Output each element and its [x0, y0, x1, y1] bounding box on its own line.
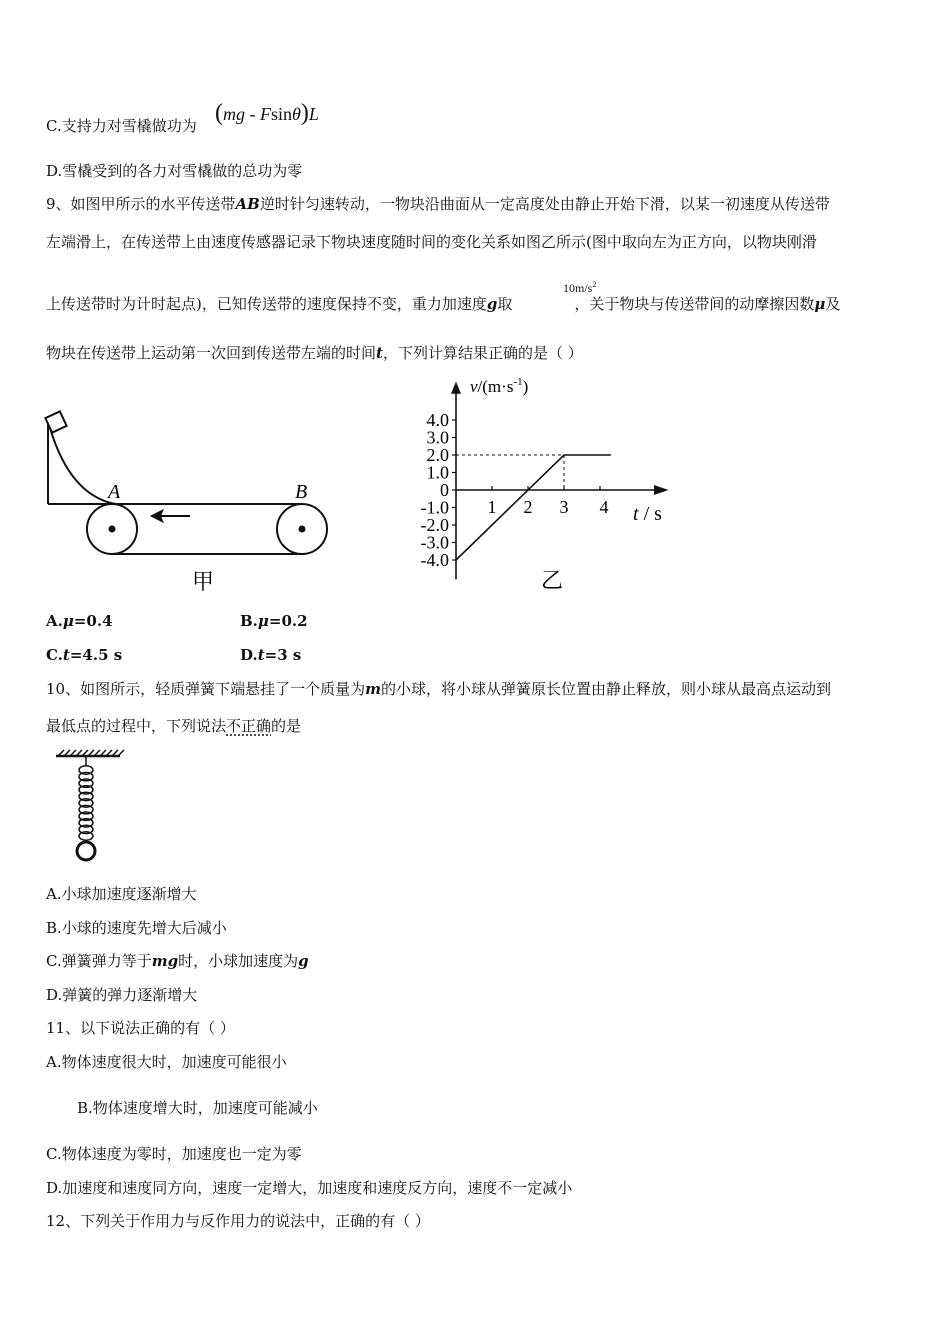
- y-tick-label: 4.0: [426, 410, 449, 430]
- caption-yi: 乙: [541, 568, 564, 593]
- y-tick-label: 2.0: [426, 445, 449, 465]
- q11-option-a[interactable]: A.物体速度很大时，加速度可能很小: [46, 1053, 287, 1071]
- q10-option-c[interactable]: C.弹簧弹力等于mg时，小球加速度为g: [46, 952, 309, 970]
- label-a: A: [108, 481, 121, 503]
- q9-stem-line1: 9、如图甲所示的水平传送带AB逆时针匀速转动，一物块沿曲面从一定高度处由静止开始下滑，以某一初速度从传送带: [46, 195, 830, 213]
- ball: [77, 842, 95, 860]
- q8-option-c: C.支持力对雪橇做功为: [46, 117, 197, 135]
- q8-option-c-formula: (mg - Fsinθ)L: [215, 100, 319, 126]
- q9-stem-line3: 上传送带时为计时起点)，已知传送带的速度保持不变，重力加速度g取 ，关于物块与传送带间的动摩擦因数μ及: [46, 295, 841, 313]
- y-tick-label: -1.0: [420, 497, 449, 518]
- y-tick-label: -4.0: [420, 550, 449, 570]
- q9-g-value: $10m/s^2$: [563, 280, 597, 295]
- pulley-right-axle: [299, 526, 306, 533]
- x-tick-label: 3: [559, 497, 569, 517]
- q11-option-b[interactable]: B.物体速度增大时，加速度可能减小: [77, 1099, 318, 1117]
- y-axis-label: $v/(m\cdot s^{-1})$: [470, 376, 529, 396]
- q9-option-a[interactable]: A.μ=0.4: [46, 612, 113, 630]
- x-tick-label: 1: [487, 497, 497, 517]
- x-tick-label: 4: [599, 497, 609, 517]
- q9-option-d[interactable]: D.t=3 s: [240, 646, 302, 664]
- q9-stem-line2: 左端滑上，在传送带上由速度传感器记录下物块速度随时间的变化关系如图乙所示(图中取向左为正方向，以物块刚滑: [46, 233, 817, 251]
- q11-option-c[interactable]: C.物体速度为零时，加速度也一定为零: [46, 1145, 302, 1163]
- emphasis-not-correct: 不正确: [226, 717, 272, 735]
- q10-option-b[interactable]: B.小球的速度先增大后减小: [46, 919, 227, 937]
- figure-spring: [50, 748, 130, 868]
- slope-curve: [50, 428, 115, 504]
- q11-stem: 11、以下说法正确的有（ ）: [46, 1019, 235, 1037]
- x-axis-label: t / s: [633, 503, 662, 525]
- figure-jia: [40, 400, 340, 600]
- q10-stem-line1: 10、如图所示，轻质弹簧下端悬挂了一个质量为m的小球，将小球从弹簧原长位置由静止释放，则小球从最高点运动到: [46, 680, 831, 698]
- x-tick-label: 2: [523, 497, 533, 517]
- q9-option-b[interactable]: B.μ=0.2: [240, 612, 308, 630]
- y-tick-label: 0: [440, 480, 449, 500]
- label-b: B: [295, 481, 308, 503]
- q8-option-d: D.雪橇受到的各力对雪橇做的总功为零: [46, 162, 303, 180]
- y-tick-label: -3.0: [420, 532, 449, 553]
- q9-stem-line4: 物块在传送带上运动第一次回到传送带左端的时间t，下列计算结果正确的是（ ）: [46, 344, 583, 362]
- spring-coils: [79, 766, 93, 840]
- figure-yi-chart: [405, 370, 685, 600]
- y-axis-arrow: [451, 382, 461, 394]
- x-axis-arrow: [654, 485, 668, 495]
- q11-option-d[interactable]: D.加速度和速度同方向，速度一定增大，加速度和速度反方向，速度不一定减小: [46, 1179, 573, 1197]
- q9-option-c[interactable]: C.t=4.5 s: [46, 646, 123, 664]
- y-tick-label: 3.0: [426, 427, 449, 448]
- q12-stem: 12、下列关于作用力与反作用力的说法中，正确的有（ ）: [46, 1212, 430, 1230]
- caption-jia: 甲: [192, 569, 215, 594]
- q10-stem-line2: 最低点的过程中，下列说法不正确的是: [46, 717, 302, 735]
- y-tick-label: 1.0: [426, 462, 449, 483]
- direction-arrow: [152, 511, 190, 521]
- q10-option-a[interactable]: A.小球加速度逐渐增大: [46, 885, 197, 903]
- q10-option-d[interactable]: D.弹簧的弹力逐渐增大: [46, 986, 198, 1004]
- pulley-left-axle: [109, 526, 116, 533]
- series-line-v: [456, 455, 611, 560]
- y-tick-label: -2.0: [420, 515, 449, 535]
